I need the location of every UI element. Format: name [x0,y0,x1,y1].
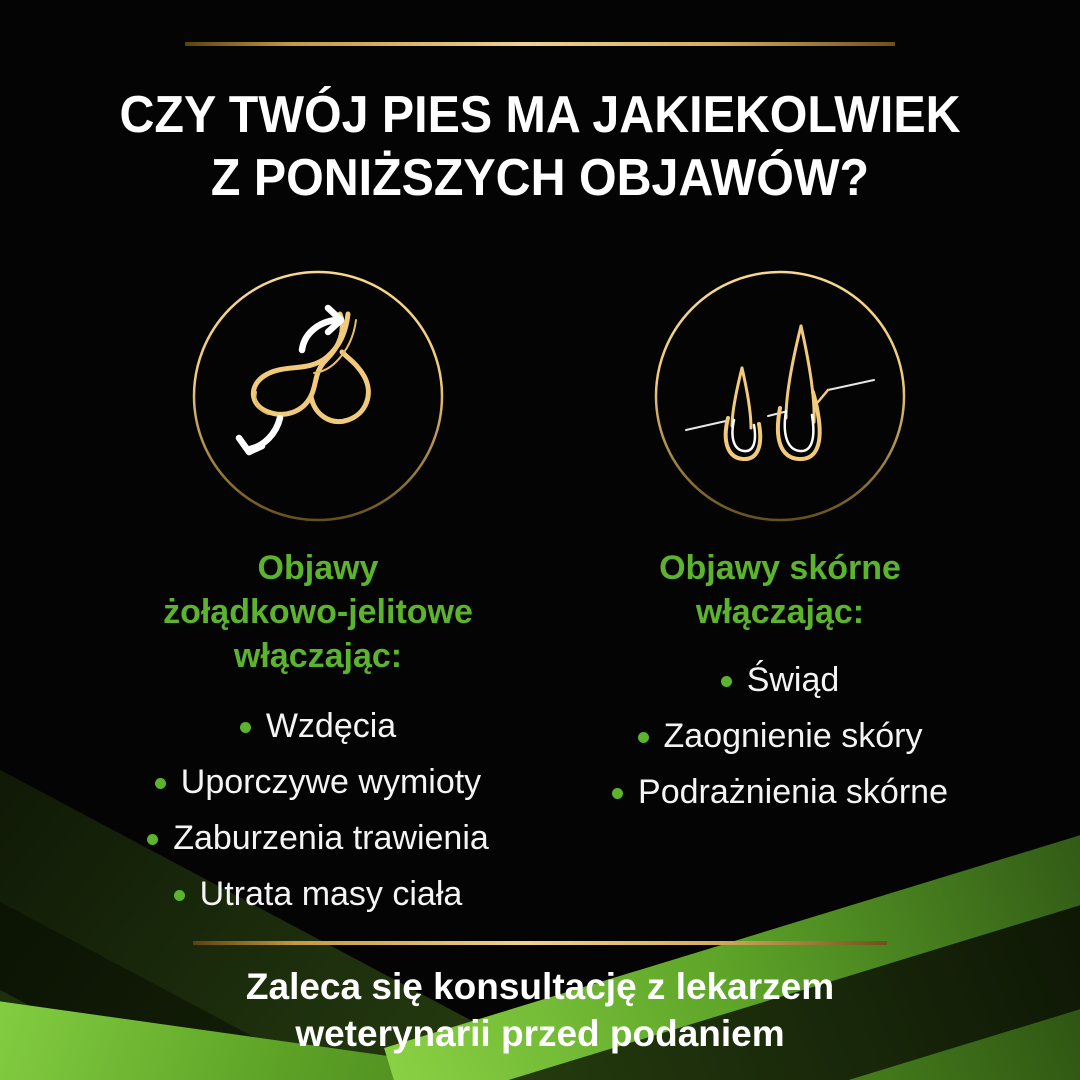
page-title-line1: CZY TWÓJ PIES MA JAKIEKOLWIEK [119,86,961,144]
stomach-with-arrows-icon [190,268,446,524]
list-item-label: Zaburzenia trawienia [173,818,489,857]
vet-note-line2: weterynarii przed podaniem [295,1013,785,1054]
list-item [88,754,548,810]
gastro-icon-circle [190,268,446,524]
skin-heading-line1: Objawy skórne [659,549,901,587]
skin-symptoms-list [550,652,1010,820]
top-divider [185,42,895,46]
list-item-label: Utrata masy ciała [199,874,463,913]
list-item-label: Podrażnienia skórne [638,772,948,811]
page-title-line2: Z PONIŻSZYCH OBJAWÓW? [210,149,870,207]
gastro-heading-line3: włączając: [233,637,403,675]
bullet-dot-icon [155,778,166,789]
bullet-dot-icon [721,676,732,687]
list-item-label: Wzdęcia [265,706,397,745]
bullet-dot-icon [174,890,185,901]
skin-heading-line2: włączając: [695,593,865,631]
bottom-divider [193,941,887,945]
vet-consultation-note [0,963,1080,1057]
bullet-dot-icon [240,722,251,733]
skin-icon-circle [652,268,908,524]
page-title [38,84,1042,210]
list-item [88,698,548,754]
list-item-label: Uporczywe wymioty [180,762,482,801]
bullet-dot-icon [147,834,158,845]
list-item [88,866,548,922]
list-item-label: Świąd [746,660,840,699]
list-item [550,708,1010,764]
bullet-dot-icon [638,732,649,743]
list-item-label: Zaognienie skóry [663,716,923,755]
gastro-heading-line1: Objawy [257,549,379,587]
list-item [550,764,1010,820]
gastro-heading-line2: żołądkowo-jelitowe [163,593,473,631]
list-item [550,652,1010,708]
gastro-symptoms-list [88,698,548,922]
skin-symptoms-heading [550,546,1010,634]
gastro-symptoms-heading [88,546,548,678]
hair-follicle-icon [652,268,908,524]
bullet-dot-icon [612,788,623,799]
list-item [88,810,548,866]
vet-note-line1: Zaleca się konsultację z lekarzem [245,966,835,1007]
